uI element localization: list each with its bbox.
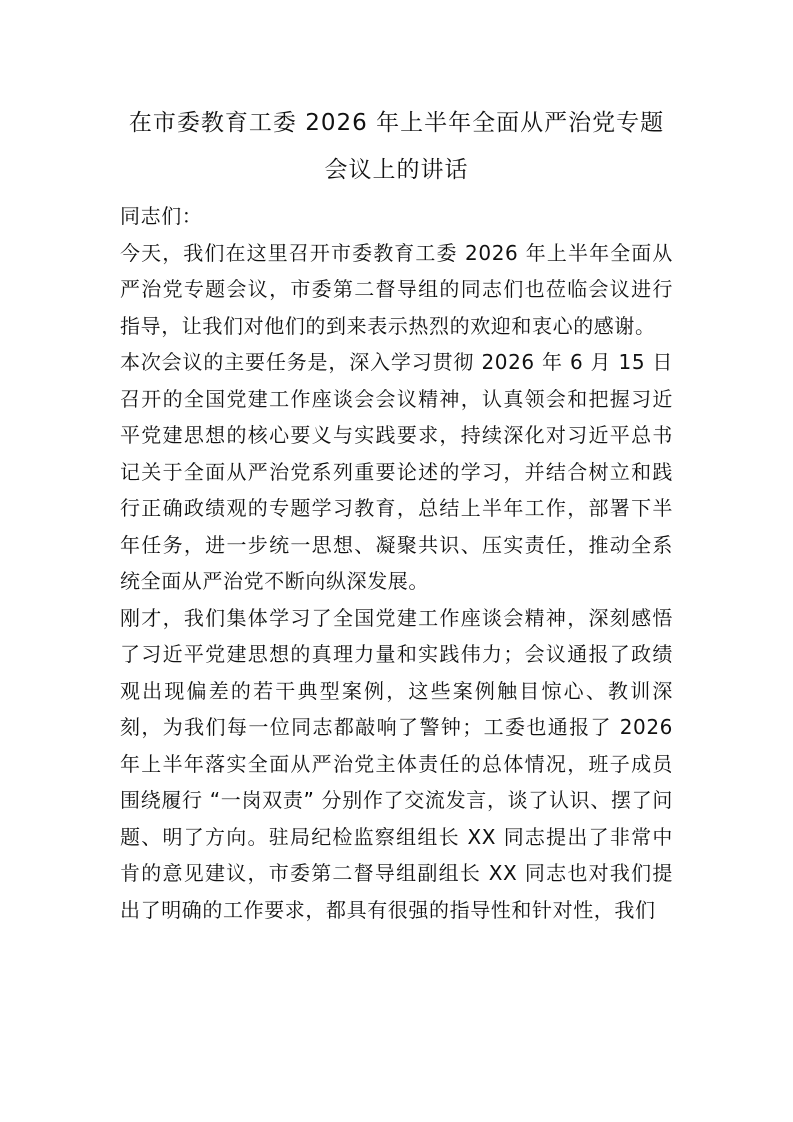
title-line-2: 会议上的讲话 bbox=[324, 157, 469, 183]
title-line-1: 在市委教育工委 2026 年上半年全面从严治党专题 bbox=[128, 110, 665, 136]
paragraph-opening: 今天，我们在这里召开市委教育工委 2026 年上半年全面从严治党专题会议，市委第二督导组的同志们也莅临会议进行指导，让我们对他们的到来表示热烈的欢迎和衷心的感谢。 bbox=[120, 240, 673, 338]
paragraph-meeting-review: 刚才，我们集体学习了全国党建工作座谈会精神，深刻感悟了习近平党建思想的真理力量和实践伟力；会议通报了政绩观出现偏差的若干典型案例，这些案例触目惊心、教训深刻，为我们每一位同志都敲响了警钟；工委也通报了 2026 年上半年落实全面从严治党主体责任的总体情况，班子成员围绕履行 “一岗双责” 分别作了交流发言，谈了认识、摆了问题、明了方向。驻局纪检监察组组长 XX 同志提出了非常中肯的意见建议，市委第二督导组副组长 XX 同志也对我们提出了明确的工作要求，都具有很强的指导性和针对性，我们 bbox=[120, 605, 673, 922]
salutation: 同志们： bbox=[120, 204, 203, 228]
document-title bbox=[120, 100, 673, 194]
paragraph-meeting-tasks: 本次会议的主要任务是，深入学习贯彻 2026 年 6 月 15 日召开的全国党建工作座谈会会议精神，认真领会和把握习近平党建思想的核心要义与实践要求，持续深化对习近平总书记关于全面从严治党系列重要论述的学习，并结合树立和践行正确政绩观的专题学习教育，总结上半年工作，部署下半年任务，进一步统一思想、凝聚共识、压实责任，推动全系统全面从严治党不断向纵深发展。 bbox=[120, 350, 673, 593]
